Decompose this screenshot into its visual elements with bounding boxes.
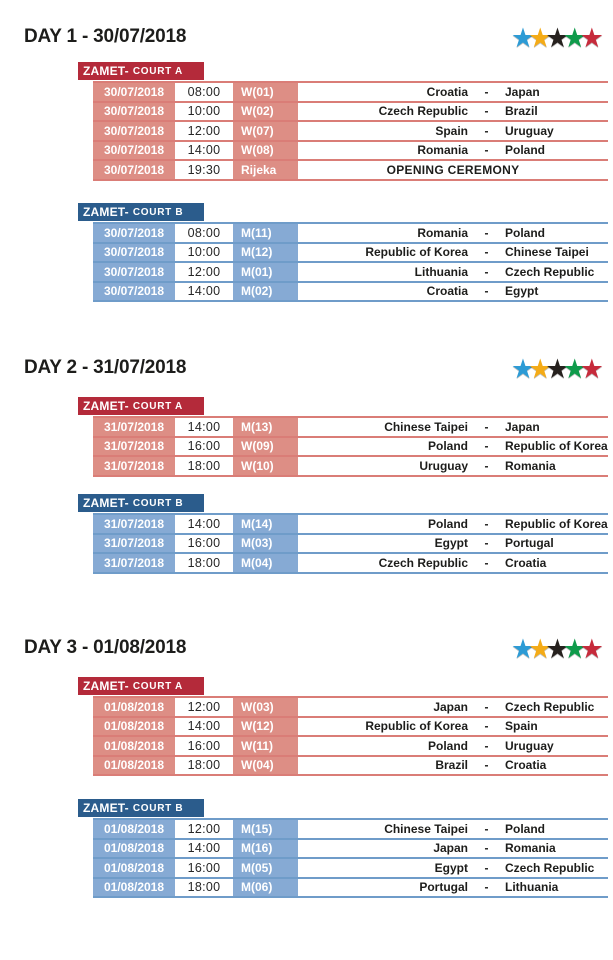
match-code: M(12) xyxy=(233,244,298,262)
match-code: W(01) xyxy=(233,83,298,101)
match-date: 01/08/2018 xyxy=(93,737,175,755)
black-star-icon: ★ xyxy=(545,634,570,664)
match-teams xyxy=(298,515,608,533)
day1-court-a-table xyxy=(93,81,608,181)
match-date: 01/08/2018 xyxy=(93,820,175,838)
match-teams xyxy=(298,698,608,716)
yellow-star-icon: ★ xyxy=(528,354,553,384)
match-time: 18:00 xyxy=(175,554,233,572)
match-row xyxy=(93,857,608,877)
vs-separator: - xyxy=(484,555,489,570)
match-time: 14:00 xyxy=(175,840,233,858)
home-team: Poland xyxy=(427,516,468,531)
match-time: 10:00 xyxy=(175,103,233,121)
away-team: Japan xyxy=(505,84,540,99)
day2-court-a-header xyxy=(78,397,204,415)
green-star-icon: ★ xyxy=(562,23,587,53)
day3-court-b-table xyxy=(93,818,608,898)
away-team: Republic of Korea xyxy=(505,439,608,454)
match-code: M(06) xyxy=(233,879,298,897)
match-teams xyxy=(298,554,608,572)
match-code: M(02) xyxy=(233,283,298,301)
away-team: Lithuania xyxy=(505,880,559,895)
match-teams xyxy=(298,840,608,858)
vs-separator: - xyxy=(484,458,489,473)
day1-court-b-table xyxy=(93,222,608,302)
vs-separator: - xyxy=(484,264,489,279)
five-stars-logo xyxy=(511,24,604,52)
vs-separator: - xyxy=(484,84,489,99)
green-star-icon: ★ xyxy=(562,634,587,664)
red-star-icon: ★ xyxy=(579,23,604,53)
match-code: W(11) xyxy=(233,737,298,755)
day3-title: DAY 3 - 01/08/2018 xyxy=(24,637,187,658)
black-star-icon: ★ xyxy=(545,354,570,384)
match-row xyxy=(93,120,608,140)
away-team: Romania xyxy=(505,841,556,856)
match-code: W(04) xyxy=(233,757,298,775)
match-code: W(03) xyxy=(233,698,298,716)
match-date: 01/08/2018 xyxy=(93,879,175,897)
court-label: COURT A xyxy=(132,65,183,77)
match-date: 31/07/2018 xyxy=(93,515,175,533)
away-team: Brazil xyxy=(505,104,538,119)
match-teams xyxy=(298,418,608,436)
away-team: Portugal xyxy=(505,536,554,551)
match-time: 18:00 xyxy=(175,457,233,475)
away-team: Croatia xyxy=(505,758,547,773)
home-team: Portugal xyxy=(419,880,468,895)
match-code: M(04) xyxy=(233,554,298,572)
away-team: Poland xyxy=(505,821,546,836)
match-code: W(08) xyxy=(233,142,298,160)
match-row xyxy=(93,416,608,436)
home-team: Japan xyxy=(433,699,468,714)
day3-court-a-header xyxy=(78,677,204,695)
match-date: 30/07/2018 xyxy=(93,244,175,262)
court-label: COURT A xyxy=(132,680,183,692)
match-teams xyxy=(298,142,608,160)
match-row xyxy=(93,281,608,301)
venue-label: ZAMET- xyxy=(83,801,129,815)
day2-court-a-table xyxy=(93,416,608,477)
match-code: M(16) xyxy=(233,840,298,858)
match-date: 31/07/2018 xyxy=(93,457,175,475)
ceremony-row xyxy=(93,159,608,179)
home-team: Uruguay xyxy=(419,458,468,473)
red-star-icon: ★ xyxy=(579,354,604,384)
match-date: 01/08/2018 xyxy=(93,698,175,716)
home-team: Egypt xyxy=(434,536,468,551)
match-row xyxy=(93,222,608,242)
blue-star-icon: ★ xyxy=(510,23,536,53)
five-stars-logo xyxy=(511,635,604,663)
match-row xyxy=(93,533,608,553)
match-time: 12:00 xyxy=(175,698,233,716)
vs-separator: - xyxy=(484,860,489,875)
home-team: Croatia xyxy=(426,84,468,99)
vs-separator: - xyxy=(484,880,489,895)
vs-separator: - xyxy=(484,516,489,531)
match-date: 31/07/2018 xyxy=(93,535,175,553)
home-team: Croatia xyxy=(426,284,468,299)
blue-star-icon: ★ xyxy=(510,354,536,384)
five-stars-logo xyxy=(511,355,604,383)
match-row xyxy=(93,755,608,775)
venue-label: ZAMET- xyxy=(83,496,129,510)
day2-title: DAY 2 - 31/07/2018 xyxy=(24,357,187,378)
home-team: Poland xyxy=(427,439,468,454)
match-date: 31/07/2018 xyxy=(93,418,175,436)
match-time: 18:00 xyxy=(175,757,233,775)
green-star-icon: ★ xyxy=(562,354,587,384)
vs-separator: - xyxy=(484,719,489,734)
match-time: 14:00 xyxy=(175,418,233,436)
home-team: Republic of Korea xyxy=(365,245,468,260)
match-teams xyxy=(298,263,608,281)
match-teams xyxy=(298,103,608,121)
match-row xyxy=(93,242,608,262)
vs-separator: - xyxy=(484,439,489,454)
match-teams xyxy=(298,879,608,897)
home-team: Poland xyxy=(427,738,468,753)
match-row xyxy=(93,818,608,838)
away-team: Egypt xyxy=(505,284,539,299)
match-time: 19:30 xyxy=(175,161,233,179)
home-team: Czech Republic xyxy=(378,104,468,119)
home-team: Czech Republic xyxy=(378,555,468,570)
court-label: COURT A xyxy=(132,400,183,412)
court-label: COURT B xyxy=(132,206,184,218)
match-teams xyxy=(298,438,608,456)
match-teams xyxy=(298,737,608,755)
match-time: 08:00 xyxy=(175,83,233,101)
match-date: 01/08/2018 xyxy=(93,840,175,858)
vs-separator: - xyxy=(484,699,489,714)
away-team: Uruguay xyxy=(505,123,554,138)
match-date: 30/07/2018 xyxy=(93,224,175,242)
day1-court-b-header xyxy=(78,203,204,221)
match-row xyxy=(93,436,608,456)
match-date: 30/07/2018 xyxy=(93,83,175,101)
vs-separator: - xyxy=(484,104,489,119)
match-date: 01/08/2018 xyxy=(93,757,175,775)
match-time: 12:00 xyxy=(175,820,233,838)
match-code: M(14) xyxy=(233,515,298,533)
venue-label: ZAMET- xyxy=(83,64,129,78)
match-time: 14:00 xyxy=(175,515,233,533)
home-team: Republic of Korea xyxy=(365,719,468,734)
match-row xyxy=(93,455,608,475)
match-teams xyxy=(298,535,608,553)
match-code: M(11) xyxy=(233,224,298,242)
match-time: 10:00 xyxy=(175,244,233,262)
home-team: Spain xyxy=(435,123,468,138)
match-teams xyxy=(298,859,608,877)
event-cell xyxy=(298,161,608,179)
red-star-icon: ★ xyxy=(579,634,604,664)
match-code: M(15) xyxy=(233,820,298,838)
away-team: Czech Republic xyxy=(505,264,595,279)
vs-separator: - xyxy=(484,821,489,836)
match-row xyxy=(93,716,608,736)
match-date: 31/07/2018 xyxy=(93,554,175,572)
away-team: Republic of Korea xyxy=(505,516,608,531)
vs-separator: - xyxy=(484,738,489,753)
vs-separator: - xyxy=(484,284,489,299)
match-row xyxy=(93,696,608,716)
home-team: Brazil xyxy=(435,758,468,773)
match-time: 14:00 xyxy=(175,142,233,160)
away-team: Poland xyxy=(505,225,546,240)
match-code: W(02) xyxy=(233,103,298,121)
day2-court-b-header xyxy=(78,494,204,512)
match-date: 30/07/2018 xyxy=(93,122,175,140)
away-team: Romania xyxy=(505,458,556,473)
match-code: W(07) xyxy=(233,122,298,140)
match-code: W(10) xyxy=(233,457,298,475)
day3-court-a-table xyxy=(93,696,608,776)
match-time: 16:00 xyxy=(175,438,233,456)
match-teams xyxy=(298,718,608,736)
match-teams xyxy=(298,244,608,262)
match-code: M(03) xyxy=(233,535,298,553)
home-team: Japan xyxy=(433,841,468,856)
black-star-icon: ★ xyxy=(545,23,570,53)
match-row xyxy=(93,261,608,281)
vs-separator: - xyxy=(484,758,489,773)
vs-separator: - xyxy=(484,143,489,158)
away-team: Czech Republic xyxy=(505,699,595,714)
match-date: 30/07/2018 xyxy=(93,161,175,179)
home-team: Chinese Taipei xyxy=(384,821,468,836)
court-label: COURT B xyxy=(132,802,184,814)
blue-star-icon: ★ xyxy=(510,634,536,664)
match-time: 12:00 xyxy=(175,122,233,140)
yellow-star-icon: ★ xyxy=(528,634,553,664)
vs-separator: - xyxy=(484,245,489,260)
match-date: 01/08/2018 xyxy=(93,859,175,877)
match-teams xyxy=(298,224,608,242)
match-teams xyxy=(298,757,608,775)
match-teams xyxy=(298,83,608,101)
home-team: Lithuania xyxy=(414,264,468,279)
home-team: Egypt xyxy=(434,860,468,875)
match-code: M(01) xyxy=(233,263,298,281)
day1-title: DAY 1 - 30/07/2018 xyxy=(24,26,187,47)
match-time: 16:00 xyxy=(175,859,233,877)
vs-separator: - xyxy=(484,536,489,551)
match-date: 01/08/2018 xyxy=(93,718,175,736)
venue-label: ZAMET- xyxy=(83,679,129,693)
event-name: OPENING CEREMONY xyxy=(386,162,520,177)
match-date: 30/07/2018 xyxy=(93,142,175,160)
match-time: 18:00 xyxy=(175,879,233,897)
away-team: Japan xyxy=(505,419,540,434)
away-team: Croatia xyxy=(505,555,547,570)
away-team: Chinese Taipei xyxy=(505,245,589,260)
yellow-star-icon: ★ xyxy=(528,23,553,53)
away-team: Czech Republic xyxy=(505,860,595,875)
match-code: W(12) xyxy=(233,718,298,736)
match-teams xyxy=(298,820,608,838)
match-teams xyxy=(298,283,608,301)
match-time: 12:00 xyxy=(175,263,233,281)
match-row xyxy=(93,140,608,160)
away-team: Spain xyxy=(505,719,538,734)
vs-separator: - xyxy=(484,123,489,138)
match-location: Rijeka xyxy=(233,161,298,179)
match-row xyxy=(93,877,608,897)
match-teams xyxy=(298,122,608,140)
match-date: 30/07/2018 xyxy=(93,103,175,121)
day3-court-b-header xyxy=(78,799,204,817)
match-code: W(09) xyxy=(233,438,298,456)
venue-label: ZAMET- xyxy=(83,399,129,413)
vs-separator: - xyxy=(484,419,489,434)
vs-separator: - xyxy=(484,841,489,856)
away-team: Poland xyxy=(505,143,546,158)
match-time: 16:00 xyxy=(175,737,233,755)
home-team: Romania xyxy=(417,225,468,240)
day2-court-b-table xyxy=(93,513,608,574)
match-code: M(13) xyxy=(233,418,298,436)
match-date: 30/07/2018 xyxy=(93,283,175,301)
match-row xyxy=(93,513,608,533)
match-row xyxy=(93,838,608,858)
venue-label: ZAMET- xyxy=(83,205,129,219)
match-row xyxy=(93,735,608,755)
match-row xyxy=(93,552,608,572)
match-row xyxy=(93,101,608,121)
match-teams xyxy=(298,457,608,475)
match-time: 16:00 xyxy=(175,535,233,553)
away-team: Uruguay xyxy=(505,738,554,753)
match-time: 14:00 xyxy=(175,718,233,736)
home-team: Chinese Taipei xyxy=(384,419,468,434)
match-date: 31/07/2018 xyxy=(93,438,175,456)
match-time: 14:00 xyxy=(175,283,233,301)
match-date: 30/07/2018 xyxy=(93,263,175,281)
court-label: COURT B xyxy=(132,497,184,509)
match-code: M(05) xyxy=(233,859,298,877)
match-time: 08:00 xyxy=(175,224,233,242)
vs-separator: - xyxy=(484,225,489,240)
match-row xyxy=(93,81,608,101)
home-team: Romania xyxy=(417,143,468,158)
day1-court-a-header xyxy=(78,62,204,80)
